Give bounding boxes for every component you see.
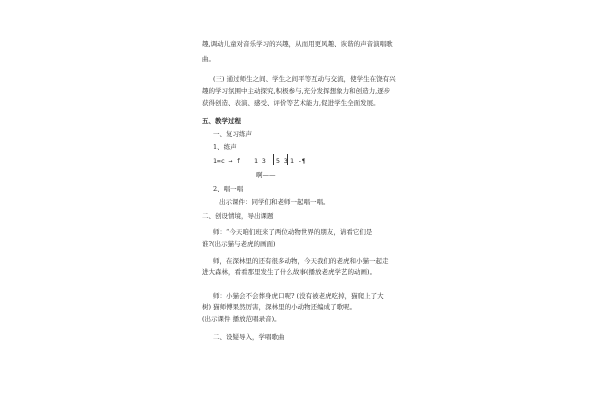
paragraph-line: (三) 通过师生之间、学生之间平等互动与交流，使学生在饶有兴 [213,75,396,83]
lyric-text: 啊—— [256,171,276,179]
subsection-heading: 一、复习练声 [213,130,252,138]
paragraph-line: 出示课件：同学们和老师一起唱一唱。 [219,198,330,206]
bar-line [273,154,274,165]
item-heading: 2、唱一唱 [213,185,244,193]
section-heading: 五、教学过程 [202,117,241,125]
item-heading: 1、练声 [213,143,237,151]
paragraph-line: 趣,调动儿童对音乐学习的兴趣，从而用更风趣、诙谐的声音演唱歌 [202,40,393,48]
paragraph-line: 趣的学习氛围中主动探究,积极参与,充分发挥想象力和创造力,逐步 [202,87,391,95]
paragraph-line: 树) 猫师傅果然厉害，深林里的小动物还编成了歌呢。 [202,303,357,311]
paragraph-line: 曲。 [202,55,215,63]
notation-measure: 1 3 [254,157,266,165]
notation-measure: 1 -¶ [290,157,306,165]
paragraph-line: (出示课件 播放范唱录音)。 [202,315,281,323]
paragraph-line: 获得创造、表演、感受、评价等艺术能力,促进学生全面发展。 [202,99,380,107]
subsection-heading: 二、设疑导入，学唱歌曲 [213,333,285,341]
paragraph-line: 师：小猫会不会葬身虎口呢? (没有被老虎吃掉，猫爬上了大 [213,292,384,300]
bar-line [287,154,288,165]
paragraph-line: 谁?(出示猫与老虎的画面) [202,240,276,248]
paragraph-line: 师：“今天咱们班来了两位动物世界的朋友，请看它们是 [213,228,373,236]
paragraph-line: 进大森林，看看那里发生了什么故事(播放老虎学艺的动画)。 [202,268,377,276]
key-signature: 1=c → f [213,157,241,165]
subsection-heading: 二、创设情境，导出课题 [202,212,274,220]
notation-measure: 5 3 [276,157,288,165]
paragraph-line: 师，在深林里的还有很多动物，今天我们的老虎和小猫一起走 [213,257,389,265]
